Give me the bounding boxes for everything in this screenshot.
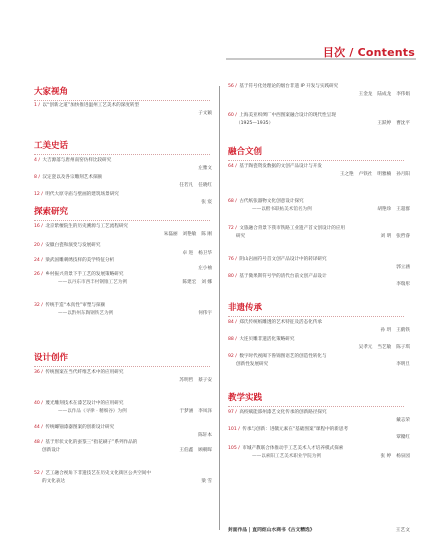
page-number: 32 / [34, 303, 43, 308]
entry-line [34, 471, 214, 477]
entry-title: 郑氏传统纸雕透的艺术特征及活态化传承 [239, 320, 323, 325]
page-number: 105 / [228, 446, 240, 451]
entry-subtitle: ——以索阳工艺美术职业学院为例 [252, 454, 321, 459]
author-name: 王鹤铁 [396, 328, 410, 333]
author-name: 杨卫华 [198, 251, 212, 256]
page-number: 101 / [228, 427, 240, 432]
author-name: 左雅文 [198, 166, 212, 171]
author-name: 李瑞彤 [396, 282, 410, 287]
entry-title: 创新设计 [42, 448, 61, 453]
entry-line [228, 113, 412, 119]
page-number: 36 / [34, 370, 43, 375]
section-title: 大家视角 [34, 87, 69, 97]
author-name: 刘 明 [380, 234, 392, 239]
section-title: 探索研究 [34, 207, 69, 217]
entry-authors [391, 362, 410, 368]
author-name: 王金龙 [358, 92, 373, 97]
entry-authors [174, 409, 212, 415]
entry-line [34, 425, 214, 431]
entry-line [228, 320, 412, 326]
entry-title: 北京紫檀院生的历史溯源与工艺流程研究 [45, 224, 129, 229]
entry-line [228, 274, 412, 280]
entry-line [228, 354, 412, 360]
entry-title: 数字时代视阈下鲁锦图语艺的创造性转化与 [239, 354, 327, 359]
entry-authors [391, 282, 410, 288]
entry-line [228, 446, 412, 452]
section-title: 非遗传承 [228, 303, 263, 313]
entry-line [34, 401, 214, 407]
page-number: 4 / [34, 158, 40, 163]
entry-title: 文旅融合背景下我市铁路工业遗产首文创设计的应用 [239, 226, 345, 231]
author-name: 左小袖 [198, 266, 212, 271]
author-name: 吴孝元 [358, 345, 373, 350]
page-number: 52 / [34, 471, 43, 476]
cover-credit-author: 王艺文 [395, 528, 410, 533]
entry-title: 高校赋能邵州漆艺文化传承的创新路径探究 [239, 410, 327, 415]
author-name: 于梦涵 [179, 409, 194, 414]
author-name: 王之艳 [339, 172, 354, 177]
entry-title: 艺工融合视角下非遗技艺在历史文化街区公共空间中 [45, 471, 151, 476]
page-number: 64 / [228, 164, 237, 169]
entry-line [228, 410, 412, 416]
page-number: 8 / [34, 175, 40, 180]
page-number: 84 / [228, 320, 237, 325]
author-name: 卓 进 [182, 251, 194, 256]
author-name: 孙月阳 [396, 172, 410, 177]
entry-authors [372, 121, 410, 127]
author-name: 明雅楠 [377, 172, 392, 177]
author-name: 郭立涵 [396, 265, 410, 270]
author-name: 陈建宏 [182, 280, 197, 285]
entry-authors [178, 280, 212, 286]
entry-line [34, 103, 214, 109]
author-name: 王跃婷 [377, 121, 392, 126]
entry-line [34, 192, 214, 198]
page-number: 56 / [228, 84, 237, 89]
entry-title: 研究 [236, 234, 246, 239]
author-name: 子文颖 [198, 111, 212, 116]
author-name: 梁 雪 [201, 479, 212, 484]
author-name: 何伟宇 [198, 311, 212, 316]
author-name: 王超群 [396, 207, 410, 212]
entry-line [34, 440, 214, 446]
author-name: 孙 玥 [380, 328, 392, 333]
author-name: 蔡子安 [198, 378, 212, 383]
entry-line [228, 337, 412, 343]
section-title: 融合文创 [228, 147, 263, 157]
page-number: 97 / [228, 410, 237, 415]
entry-authors [174, 378, 212, 384]
entry-line [34, 272, 214, 278]
entry-title: 梁武国雕刺绣技样的美学特征分析 [45, 258, 115, 263]
entry-title: 基于形状文化的蚕篆三“指花刷子”系列作品的 [45, 440, 138, 445]
entry-line [34, 243, 214, 249]
page-number: 16 / [34, 224, 43, 229]
author-name: 任若凡 [179, 183, 194, 188]
entry-title: （1925—1935） [236, 121, 274, 126]
author-name: 曹沈平 [396, 121, 410, 126]
page-number: 40 / [34, 401, 43, 406]
entry-title: 上海美亚织绸厂中西图案融合设计的现代性呈现 [239, 113, 336, 118]
entry-title: 传统手造“本真性”审塑与探颐 [45, 303, 106, 308]
page-number: 76 / [228, 257, 237, 262]
entry-authors [196, 200, 212, 206]
section-title: 教学实践 [228, 393, 263, 403]
entry-subtitle: ——以丹东市西丰村钢锥工艺为例 [58, 280, 127, 285]
entry-title: 创新性发展研究 [236, 362, 269, 367]
entry-line [34, 258, 214, 264]
entry-authors [354, 345, 410, 351]
author-name: 卢铁社 [358, 172, 373, 177]
entry-subtitle: ——以黔州东陶钢铁艺为例 [58, 311, 114, 316]
author-name: 覃赣红 [396, 435, 410, 440]
entry-title: 蔑光雕刻技术在漆艺设计中的应用研究 [45, 401, 124, 406]
entry-title: 传统图案在当代纤维艺术中的应用研究 [45, 370, 124, 375]
entry-authors [376, 328, 410, 334]
entry-authors [193, 166, 212, 172]
author-name: 任晓红 [198, 183, 212, 188]
entry-line [34, 370, 214, 376]
entry-line [228, 84, 412, 90]
entry-line [34, 158, 214, 164]
page-number: 26 / [34, 272, 43, 277]
page-number: 12 / [34, 192, 43, 197]
entry-authors [193, 311, 212, 317]
entry-title: 传统螺钿漆器图案的创新设计研究 [45, 425, 115, 430]
author-name: 刘艳敏 [182, 232, 197, 237]
entry-title: 基于陶瓷资发数据的文创产品设计与开发 [239, 164, 323, 169]
page-number: 68 / [228, 199, 237, 204]
author-name: 张哲睿 [396, 234, 410, 239]
page-number: 72 / [228, 226, 237, 231]
entry-line [34, 224, 214, 230]
left-column [34, 0, 214, 544]
entry-authors [178, 251, 212, 257]
toc-title: 目次 / Contents [322, 46, 415, 59]
author-name: 刘 娜 [201, 280, 212, 285]
entry-authors [159, 232, 212, 238]
cover-credit-label: 封面作品 | 直同炬山水商书《古文精选》 [228, 528, 315, 533]
entry-title: 传承与创新：进赣元素在“基础图案”课程中的新思考 [242, 427, 349, 432]
entry-authors [391, 265, 410, 271]
author-name: 李凤泽 [198, 409, 212, 414]
entry-title: 以“创新之道”加快推进温州工艺美术的深度转型 [42, 103, 140, 108]
entry-authors [174, 183, 212, 189]
entry-title: 基于微果斯符号学的清代台前文创产品设计 [239, 274, 327, 279]
entry-title: 古代纸张器物文化创意设计探究 [239, 199, 304, 204]
entry-authors [372, 207, 410, 213]
author-name: 李明旦 [396, 362, 410, 367]
page-number: 48 / [34, 440, 43, 445]
author-name: 顾朝晖 [198, 448, 212, 453]
page-number: 20 / [34, 243, 43, 248]
entry-title: 阴山岩画符号首文创产品设计中的转译研究 [239, 257, 327, 262]
entry-authors [354, 92, 410, 98]
entry-subtitle: ——以作品《寻律 · 精细谷》为例 [58, 409, 127, 414]
entry-title: 的文化表达 [42, 479, 65, 484]
page-number: 24 / [34, 258, 43, 263]
author-name: 李伟娟 [396, 92, 410, 97]
entry-authors [376, 234, 410, 240]
author-name: 陆成龙 [377, 92, 392, 97]
entry-line [34, 175, 214, 181]
entry-authors [193, 111, 212, 117]
entry-title: 汉定瓷以及各宗雕刻艺术探颐 [42, 175, 103, 180]
page-number: 60 / [228, 113, 237, 118]
author-name: 戴志荣 [396, 418, 410, 423]
entry-title: 市城产教联合体推动手工艺美术人才培养模式探索 [242, 446, 344, 451]
entry-authors [335, 172, 410, 178]
column-divider [219, 86, 220, 530]
entry-authors [391, 418, 410, 424]
author-name: 苏明哲 [179, 378, 194, 383]
author-name: 王伯鑫 [179, 448, 194, 453]
author-name: 张 宸 [201, 200, 212, 205]
author-name: 当艺敏 [377, 345, 392, 350]
entry-title: 基于符号化处理论的烟台非遗 IP 开发与实践研究 [239, 84, 339, 89]
author-name: 陈轩本 [198, 433, 212, 438]
entry-authors [174, 448, 212, 454]
entry-title: 大吉源落与唐州南窑仿样比较研究 [42, 158, 112, 163]
author-name: 朱磊丽 [163, 232, 178, 237]
entry-title: 大连贝雕非遗活化策略研究 [239, 337, 295, 342]
author-name: 杨泉园 [396, 454, 410, 459]
entry-line [228, 226, 412, 232]
author-name: 陈子琪 [396, 345, 410, 350]
section-title: 工美史话 [34, 141, 69, 151]
page-number: 88 / [228, 337, 237, 342]
entry-line [34, 479, 222, 485]
cover-credit [228, 528, 412, 534]
author-name: 胡艳珍 [377, 207, 392, 212]
entry-subtitle: ——以楷书联帖美术馆名为例 [252, 207, 312, 212]
entry-authors [376, 454, 410, 460]
author-name: 陈 刚 [201, 232, 212, 237]
entry-line [34, 303, 214, 309]
entry-line [228, 164, 412, 170]
entry-title: 乡村振兴背景下手工艺的发展策略研究 [45, 272, 124, 277]
page-number: 80 / [228, 274, 237, 279]
entry-authors [391, 435, 410, 441]
entry-authors [193, 433, 212, 439]
right-column [228, 0, 412, 544]
entry-title: 安徽白瓷和演变与发展研究 [45, 243, 101, 248]
entry-title: 明代大原寺庙与壁画的建筑场景研究 [45, 192, 119, 197]
section-title: 设计创作 [34, 353, 69, 363]
entry-line [228, 199, 412, 205]
page-number: 44 / [34, 425, 43, 430]
page-number: 1 / [34, 103, 40, 108]
entry-authors [196, 479, 212, 485]
entry-line [228, 427, 412, 433]
author-name: 张 婷 [380, 454, 392, 459]
page-number: 92 / [228, 354, 237, 359]
entry-line [228, 257, 412, 263]
